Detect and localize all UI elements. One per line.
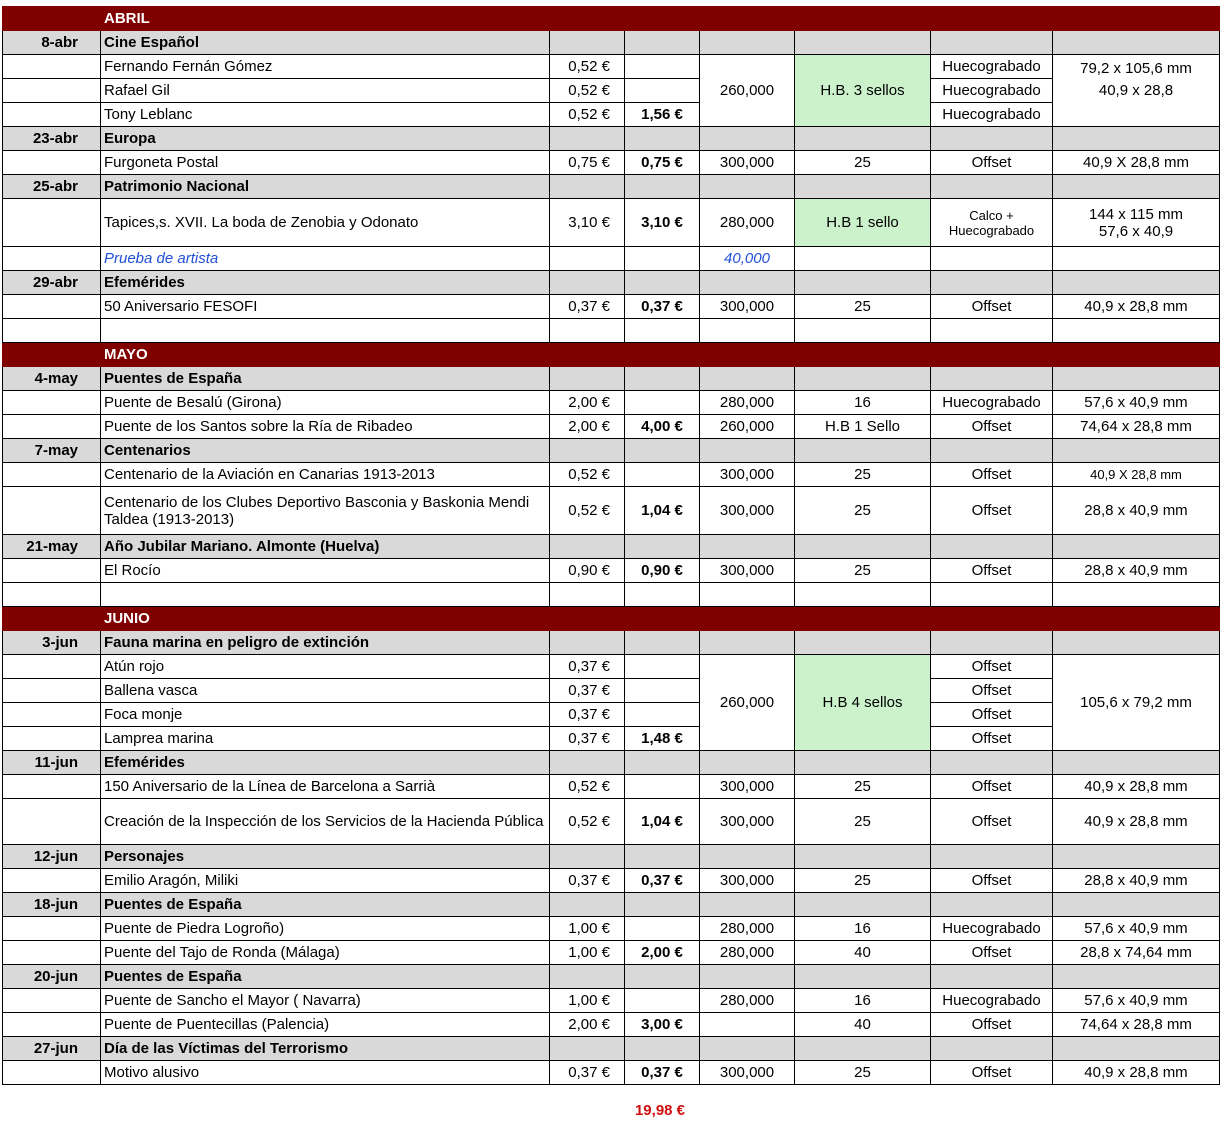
item-name: Puente de Besalú (Girona) xyxy=(101,391,550,415)
item-format: 25 xyxy=(795,869,931,893)
group-date: 8-abr xyxy=(3,31,101,55)
item-name: 50 Aniversario FESOFI xyxy=(101,295,550,319)
table-row xyxy=(3,869,1220,893)
item-price: 0,52 € xyxy=(550,487,625,535)
spacer-row xyxy=(3,319,1220,343)
item-name: Centenario de los Clubes Deportivo Basconia y Baskonia Mendi Taldea (1913-2013) xyxy=(101,487,550,535)
item-price: 0,37 € xyxy=(550,1061,625,1085)
item-price: 0,52 € xyxy=(550,799,625,845)
item-format: 16 xyxy=(795,917,931,941)
item-price: 0,52 € xyxy=(550,103,625,127)
grand-total: 19,98 € xyxy=(634,1102,686,1119)
item-total: 4,00 € xyxy=(625,415,700,439)
group-date: 21-may xyxy=(3,535,101,559)
item-format: 25 xyxy=(795,151,931,175)
item-process: Huecograbado xyxy=(931,55,1053,79)
item-tirada: 300,000 xyxy=(700,151,795,175)
item-process: Offset xyxy=(931,775,1053,799)
item-name: Atún rojo xyxy=(101,655,550,679)
item-format: H.B 4 sellos xyxy=(795,655,931,751)
item-size: 105,6 x 79,2 mm xyxy=(1053,655,1220,751)
group-date: 4-may xyxy=(3,367,101,391)
group-row xyxy=(3,965,1220,989)
item-process: Huecograbado xyxy=(931,917,1053,941)
group-name: Día de las Víctimas del Terrorismo xyxy=(101,1037,550,1061)
item-tirada: 260,000 xyxy=(700,655,795,751)
item-price: 0,37 € xyxy=(550,727,625,751)
month-row-junio xyxy=(3,607,1220,631)
item-total: 3,00 € xyxy=(625,1013,700,1037)
item-tirada: 300,000 xyxy=(700,463,795,487)
item-tirada: 300,000 xyxy=(700,775,795,799)
group-name: Fauna marina en peligro de extinción xyxy=(101,631,550,655)
item-price: 0,52 € xyxy=(550,79,625,103)
month-row-abril xyxy=(3,7,1220,31)
item-price: 2,00 € xyxy=(550,391,625,415)
item-price: 3,10 € xyxy=(550,199,625,247)
item-size: 74,64 x 28,8 mm xyxy=(1053,415,1220,439)
item-process: Calco + Huecograbado xyxy=(931,199,1053,247)
item-format: 16 xyxy=(795,989,931,1013)
item-tirada xyxy=(700,1013,795,1037)
item-name: Tapices,s. XVII. La boda de Zenobia y Odonato xyxy=(101,199,550,247)
item-format: 25 xyxy=(795,799,931,845)
item-process: Offset xyxy=(931,559,1053,583)
item-tirada: 260,000 xyxy=(700,415,795,439)
item-size: 28,8 x 40,9 mm xyxy=(1053,869,1220,893)
item-total: 1,04 € xyxy=(625,487,700,535)
item-total: 0,37 € xyxy=(625,295,700,319)
table-row xyxy=(3,679,1220,703)
month-row-mayo xyxy=(3,343,1220,367)
item-total: 0,90 € xyxy=(625,559,700,583)
group-date: 25-abr xyxy=(3,175,101,199)
group-row xyxy=(3,367,1220,391)
item-total: 1,48 € xyxy=(625,727,700,751)
item-price: 0,52 € xyxy=(550,55,625,79)
item-price: 1,00 € xyxy=(550,989,625,1013)
group-row xyxy=(3,631,1220,655)
table-row xyxy=(3,799,1220,845)
item-total: 1,56 € xyxy=(625,103,700,127)
group-name: Efemérides xyxy=(101,751,550,775)
table-row xyxy=(3,1061,1220,1085)
item-tirada: 280,000 xyxy=(700,989,795,1013)
item-size: 28,8 x 40,9 mm xyxy=(1053,487,1220,535)
item-size: 28,8 x 74,64 mm xyxy=(1053,941,1220,965)
item-format: 25 xyxy=(795,295,931,319)
group-name: Año Jubilar Mariano. Almonte (Huelva) xyxy=(101,535,550,559)
item-process: Offset xyxy=(931,295,1053,319)
item-name: Fernando Fernán Gómez xyxy=(101,55,550,79)
item-tirada: 300,000 xyxy=(700,295,795,319)
item-name: Rafael Gil xyxy=(101,79,550,103)
group-name: Puentes de España xyxy=(101,367,550,391)
item-process: Offset xyxy=(931,941,1053,965)
item-price: 1,00 € xyxy=(550,917,625,941)
item-process: Huecograbado xyxy=(931,103,1053,127)
group-date: 27-jun xyxy=(3,1037,101,1061)
month-label: MAYO xyxy=(101,343,1220,367)
item-name: Tony Leblanc xyxy=(101,103,550,127)
group-row xyxy=(3,439,1220,463)
item-price: 0,75 € xyxy=(550,151,625,175)
table-row xyxy=(3,941,1220,965)
item-process: Offset xyxy=(931,415,1053,439)
spreadsheet xyxy=(2,6,1219,1085)
item-format: 40 xyxy=(795,941,931,965)
item-tirada: 280,000 xyxy=(700,199,795,247)
item-tirada: 300,000 xyxy=(700,1061,795,1085)
item-tirada: 300,000 xyxy=(700,487,795,535)
item-process: Offset xyxy=(931,703,1053,727)
table-row xyxy=(3,989,1220,1013)
table-row xyxy=(3,415,1220,439)
item-size: 79,2 x 105,6 mm 40,9 x 28,8 xyxy=(1053,55,1220,127)
group-name: Europa xyxy=(101,127,550,151)
item-name: Prueba de artista xyxy=(101,247,550,271)
group-date: 11-jun xyxy=(3,751,101,775)
group-row xyxy=(3,535,1220,559)
item-name: Emilio Aragón, Miliki xyxy=(101,869,550,893)
item-tirada: 300,000 xyxy=(700,869,795,893)
item-size: 40,9 x 28,8 mm xyxy=(1053,295,1220,319)
item-name: Puente de Piedra Logroño) xyxy=(101,917,550,941)
item-process: Huecograbado xyxy=(931,989,1053,1013)
item-size: 40,9 X 28,8 mm xyxy=(1053,463,1220,487)
item-price: 0,37 € xyxy=(550,703,625,727)
item-process: Offset xyxy=(931,151,1053,175)
item-name: Puente de Sancho el Mayor ( Navarra) xyxy=(101,989,550,1013)
item-format: H.B 1 sello xyxy=(795,199,931,247)
item-name: El Rocío xyxy=(101,559,550,583)
item-total: 3,10 € xyxy=(625,199,700,247)
group-row xyxy=(3,1037,1220,1061)
table-row xyxy=(3,703,1220,727)
item-tirada: 280,000 xyxy=(700,391,795,415)
item-format: 40 xyxy=(795,1013,931,1037)
table-row xyxy=(3,655,1220,679)
group-row xyxy=(3,893,1220,917)
month-label: JUNIO xyxy=(101,607,1220,631)
item-process: Offset xyxy=(931,799,1053,845)
item-name: Foca monje xyxy=(101,703,550,727)
table-row xyxy=(3,1013,1220,1037)
item-size: 40,9 x 28,8 mm xyxy=(1053,775,1220,799)
item-price: 1,00 € xyxy=(550,941,625,965)
table-row xyxy=(3,559,1220,583)
item-size: 57,6 x 40,9 mm xyxy=(1053,917,1220,941)
item-total: 0,75 € xyxy=(625,151,700,175)
group-name: Patrimonio Nacional xyxy=(101,175,550,199)
table-row xyxy=(3,55,1220,79)
group-row xyxy=(3,845,1220,869)
table-row xyxy=(3,487,1220,535)
item-tirada: 300,000 xyxy=(700,799,795,845)
item-name: Puente de Puentecillas (Palencia) xyxy=(101,1013,550,1037)
group-row xyxy=(3,127,1220,151)
item-name: Puente del Tajo de Ronda (Málaga) xyxy=(101,941,550,965)
group-name: Centenarios xyxy=(101,439,550,463)
item-format: 16 xyxy=(795,391,931,415)
item-price: 2,00 € xyxy=(550,415,625,439)
item-total: 0,37 € xyxy=(625,1061,700,1085)
item-price: 0,52 € xyxy=(550,463,625,487)
item-total: 2,00 € xyxy=(625,941,700,965)
group-date: 29-abr xyxy=(3,271,101,295)
item-price: 0,37 € xyxy=(550,655,625,679)
item-size: 40,9 X 28,8 mm xyxy=(1053,151,1220,175)
item-name: Centenario de la Aviación en Canarias 1913-2013 xyxy=(101,463,550,487)
item-price: 0,37 € xyxy=(550,869,625,893)
item-format: 25 xyxy=(795,559,931,583)
item-size: 40,9 x 28,8 mm xyxy=(1053,1061,1220,1085)
group-date: 18-jun xyxy=(3,893,101,917)
item-name: Ballena vasca xyxy=(101,679,550,703)
group-date: 3-jun xyxy=(3,631,101,655)
item-size: 57,6 x 40,9 mm xyxy=(1053,391,1220,415)
item-name: 150 Aniversario de la Línea de Barcelona a Sarrià xyxy=(101,775,550,799)
item-price: 0,52 € xyxy=(550,775,625,799)
item-total: 0,37 € xyxy=(625,869,700,893)
group-row xyxy=(3,271,1220,295)
item-price: 2,00 € xyxy=(550,1013,625,1037)
item-format: 25 xyxy=(795,1061,931,1085)
group-date: 23-abr xyxy=(3,127,101,151)
item-format: 25 xyxy=(795,463,931,487)
group-name: Puentes de España xyxy=(101,893,550,917)
item-format: 25 xyxy=(795,775,931,799)
table-row xyxy=(3,103,1220,127)
item-name: Furgoneta Postal xyxy=(101,151,550,175)
item-size: 74,64 x 28,8 mm xyxy=(1053,1013,1220,1037)
group-name: Personajes xyxy=(101,845,550,869)
item-process: Huecograbado xyxy=(931,79,1053,103)
item-format: 25 xyxy=(795,487,931,535)
item-process: Offset xyxy=(931,1061,1053,1085)
item-tirada: 300,000 xyxy=(700,559,795,583)
item-process: Offset xyxy=(931,655,1053,679)
stamp-issues-table xyxy=(2,6,1220,1085)
group-row xyxy=(3,751,1220,775)
group-row xyxy=(3,175,1220,199)
month-label: ABRIL xyxy=(101,7,1220,31)
spacer-row xyxy=(3,583,1220,607)
group-date: 12-jun xyxy=(3,845,101,869)
item-tirada: 40,000 xyxy=(700,247,795,271)
item-process: Offset xyxy=(931,869,1053,893)
table-row xyxy=(3,151,1220,175)
item-total: 1,04 € xyxy=(625,799,700,845)
item-price: 0,37 € xyxy=(550,295,625,319)
item-name: Lamprea marina xyxy=(101,727,550,751)
table-row xyxy=(3,463,1220,487)
group-name: Puentes de España xyxy=(101,965,550,989)
item-size: 57,6 x 40,9 mm xyxy=(1053,989,1220,1013)
table-row xyxy=(3,79,1220,103)
item-process: Offset xyxy=(931,727,1053,751)
item-size: 40,9 x 28,8 mm xyxy=(1053,799,1220,845)
item-name: Puente de los Santos sobre la Ría de Ribadeo xyxy=(101,415,550,439)
item-price: 0,90 € xyxy=(550,559,625,583)
table-row xyxy=(3,727,1220,751)
item-tirada: 280,000 xyxy=(700,941,795,965)
item-size: 28,8 x 40,9 mm xyxy=(1053,559,1220,583)
item-tirada: 280,000 xyxy=(700,917,795,941)
table-row xyxy=(3,775,1220,799)
item-tirada: 260,000 xyxy=(700,55,795,127)
item-name: Motivo alusivo xyxy=(101,1061,550,1085)
group-date: 7-may xyxy=(3,439,101,463)
item-process: Huecograbado xyxy=(931,391,1053,415)
item-name: Creación de la Inspección de los Servicios de la Hacienda Pública xyxy=(101,799,550,845)
item-process: Offset xyxy=(931,679,1053,703)
table-row xyxy=(3,199,1220,247)
group-name: Cine Español xyxy=(101,31,550,55)
item-size: 144 x 115 mm 57,6 x 40,9 xyxy=(1053,199,1220,247)
item-format: H.B 1 Sello xyxy=(795,415,931,439)
table-row xyxy=(3,917,1220,941)
item-process: Offset xyxy=(931,1013,1053,1037)
group-date: 20-jun xyxy=(3,965,101,989)
item-process: Offset xyxy=(931,463,1053,487)
group-name: Efemérides xyxy=(101,271,550,295)
item-format: H.B. 3 sellos xyxy=(795,55,931,127)
item-process: Offset xyxy=(931,487,1053,535)
item-price: 0,37 € xyxy=(550,679,625,703)
table-row xyxy=(3,391,1220,415)
table-row xyxy=(3,295,1220,319)
table-row xyxy=(3,247,1220,271)
group-row xyxy=(3,31,1220,55)
